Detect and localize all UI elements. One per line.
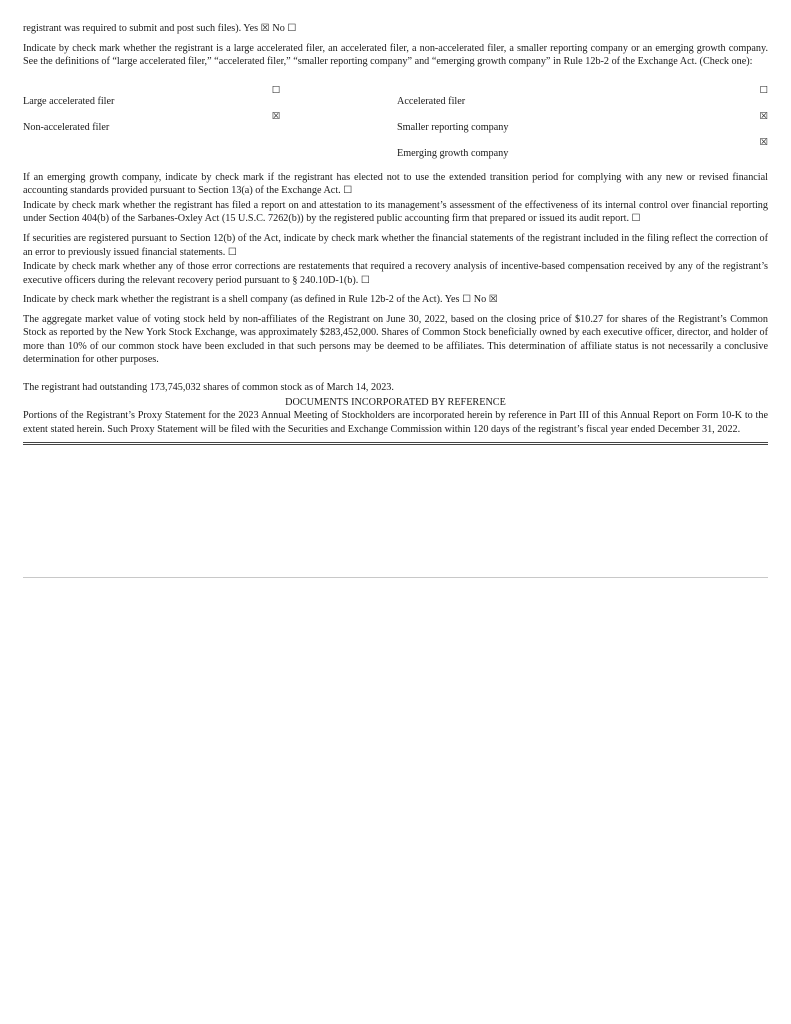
- filer-status-intro: Indicate by check mark whether the registrant is a large accelerated filer, an accelerated filer, a non-accelerated filer, a smaller reporting company or an emerging growth company. See the definitions of “large accelerated filer,” “accelerated filer,” “smaller reporting company” and “emerging growth company” in Rule 12b-2 of the Exchange Act. (Check one):: [23, 42, 768, 68]
- table-row: [23, 83, 768, 109]
- transition-period-paragraph: If an emerging growth company, indicate by check mark if the registrant has elected not to use the extended transition period for complying with any new or revised financial accounting standards provided pursuant to Section 13(a) of the Exchange Act. ☐: [23, 171, 768, 197]
- smaller-reporting-company-label: Smaller reporting company: [397, 122, 509, 134]
- market-value-paragraph: The aggregate market value of voting stock held by non-affiliates of the Registrant on June 30, 2022, based on the closing price of $10.27 for shares of the Registrant’s Common Stock as reported by the New York Stock Exchange, was approximately $283,452,000. Shares of Common Stock beneficially owned by each executive officer, director, and holder of more than 10% of our common stock have been excluded in that such persons may be deemed to be affiliates. This determination of affiliate status is not necessarily a conclusive determination for other purposes.: [23, 313, 768, 366]
- accelerated-filer-checkbox: ☐: [759, 84, 768, 96]
- double-divider: [23, 442, 768, 445]
- shares-outstanding-paragraph: The registrant had outstanding 173,745,032 shares of common stock as of March 14, 2023.: [23, 382, 394, 393]
- recovery-analysis-paragraph: Indicate by check mark whether any of those error corrections are restatements that required a recovery analysis of incentive-based compensation received by any of the registrant’s executive officers during the relevant recovery period pursuant to § 240.10D-1(b). ☐: [23, 261, 768, 286]
- accelerated-filer-label: Accelerated filer: [397, 96, 466, 108]
- large-accelerated-filer-label: Large accelerated filer: [23, 96, 115, 108]
- large-accelerated-filer-checkbox: ☐: [271, 84, 281, 96]
- emerging-growth-company-label: Emerging growth company: [397, 148, 509, 160]
- page-divider: [23, 577, 768, 578]
- documents-heading: DOCUMENTS INCORPORATED BY REFERENCE: [285, 396, 506, 408]
- shell-company-paragraph: Indicate by check mark whether the registrant is a shell company (as defined in Rule 12b-2 of the Act). Yes ☐ No ☒: [23, 294, 498, 306]
- internal-control-paragraph: Indicate by check mark whether the registrant has filed a report on and attestation to its management’s assessment of the effectiveness of its internal control over financial reporting under Section 404(b) of the Sarbanes-Oxley Act (15 U.S.C. 7262(b)) by the registered public accounting firm that prepared or issued its audit report. ☐: [23, 199, 768, 225]
- non-accelerated-filer-checkbox: ☒: [271, 110, 281, 122]
- proxy-statement-paragraph: Portions of the Registrant’s Proxy Statement for the 2023 Annual Meeting of Stockholders are incorporated herein by reference in Part III of this Annual Report on Form 10-K to the extent stated herein. Such Proxy Statement will be filed with the Securities and Exchange Commission within 120 days of the registrant’s fiscal year ended December 31, 2022.: [23, 410, 768, 435]
- error-correction-paragraph: If securities are registered pursuant to Section 12(b) of the Act, indicate by check mark whether the financial statements of the registrant included in the filing reflect the correction of an error to previously issued financial statements. ☐: [23, 232, 768, 258]
- filer-status-table: [23, 83, 768, 161]
- non-accelerated-filer-label: Non-accelerated filer: [23, 122, 110, 134]
- table-row: [23, 109, 768, 135]
- emerging-growth-company-checkbox: ☒: [759, 136, 768, 148]
- table-row: [23, 135, 768, 161]
- document-page: [23, 22, 768, 445]
- post-files-paragraph: registrant was required to submit and post such files). Yes ☒ No ☐: [23, 23, 297, 34]
- smaller-reporting-company-checkbox: ☒: [759, 110, 768, 122]
